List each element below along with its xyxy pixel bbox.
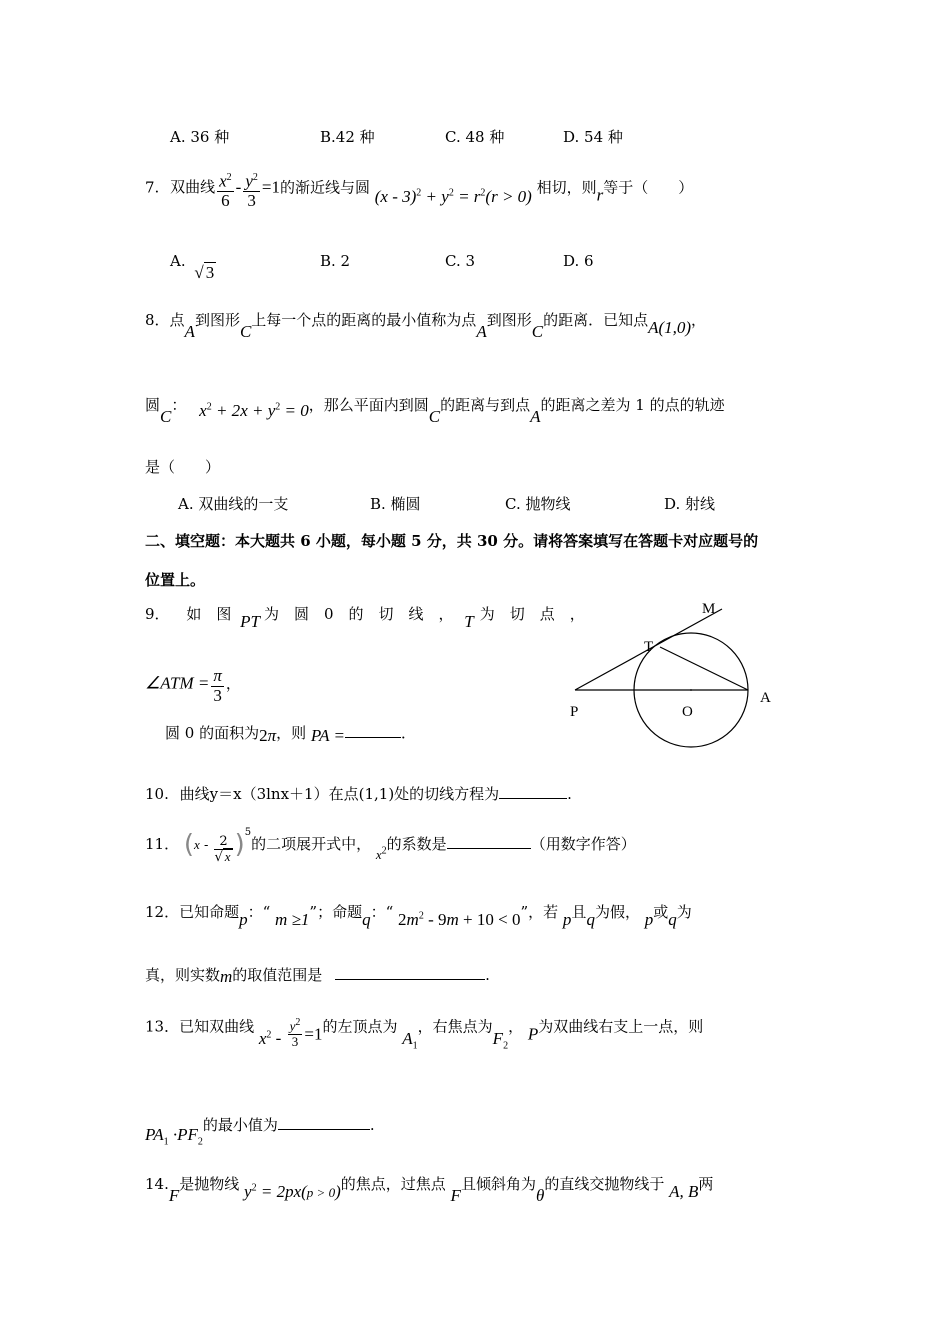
label-o: O [682, 704, 693, 720]
q7-option-b: B. 2 [320, 252, 351, 270]
center-dot [690, 689, 692, 691]
section2-title-cont: 位置上。 [145, 571, 206, 589]
q13-line1: 13．已知双曲线 $x^2$ - $\frac{y^2}{3}$ =1的左顶点为 $A_1$，右焦点为$F_2$， P为双曲线右支上一点，则 [145, 1017, 704, 1052]
q8-line2: 圆C： $x^2 + 2x + y^2 = 0$，那么平面内到圆C的距离与到点A的距离之差为 1 的点的轨迹 [145, 396, 725, 426]
q8-option-d: D. 射线 [664, 495, 716, 513]
q6-option-d: D. 54 种 [563, 128, 623, 146]
q9-line1: 9． 如 图 PT 为 圆 0 的 切 线 ， T 为 切 点 ， [145, 605, 585, 631]
q6-option-a: A. 36 种 [170, 128, 230, 146]
q12-line1: 12．已知命题p：“ m ≥1”；命题q：“ $2m^2 - 9m + 10 < 0$”，若 p且q为假， p或q为 [145, 903, 692, 929]
q8-option-b: B. 椭圆 [370, 495, 421, 513]
q13-line2: $PA_1 \cdot PF_2$的最小值为 . [145, 1116, 375, 1148]
q11-text: 11． (x - $\frac{2}{√ x}$ )$^5$的二项展开式中， $x^2$的系数是 （用数字作答） [145, 827, 636, 865]
label-t: T [644, 639, 654, 655]
q10-text: 10. 曲线y＝x（3lnx＋1）在点(1,1)处的切线方程为 . [145, 785, 572, 803]
q14-text: 14.F是抛物线 $y^2 = 2px(p > 0)$的焦点，过焦点 F且倾斜角为θ的直线交抛物线于 A, B两 [145, 1175, 714, 1205]
q7-text: 7. 双曲线 $\frac{x^2}{6}$ - $\frac{y^2}{3}$ =1的渐近线与圆 $(x - 3)^2 + y^2 = r^2(r > 0)$ 相切，则r等于（ ） [145, 171, 694, 211]
label-a: A [760, 690, 771, 706]
q9-line3: 圆 0 的面积为2π，则 PA = ． [165, 724, 416, 745]
q12-line2: 真，则实数m的取值范围是 . [145, 966, 490, 986]
q7-option-d: D. 6 [563, 252, 594, 270]
q8-line3: 是（ ） [145, 458, 221, 476]
q7-option-c: C. 3 [445, 252, 476, 270]
label-p: P [570, 704, 579, 720]
q8-option-a: A. 双曲线的一支 [178, 495, 289, 513]
q8-line1: 8．点A到图形C上每一个点的距离的最小值称为点A到图形C的距离．已知点A(1,0)， [145, 311, 707, 341]
section2-title: 二、填空题：本大题共 6 小题，每小题 5 分，共 30 分。请将答案填写在答题卡对应题号的 [145, 532, 759, 550]
q6-option-b: B.42 种 [320, 128, 375, 146]
q6-option-c: C. 48 种 [445, 128, 505, 146]
q8-option-c: C. 抛物线 [505, 495, 571, 513]
label-m: M [702, 601, 716, 617]
q9-line2: ∠ATM = $\frac{\pi}{3}$ ， [145, 666, 241, 705]
q9-figure [560, 595, 790, 760]
q7-option-a: A. √ 3 [170, 252, 215, 282]
